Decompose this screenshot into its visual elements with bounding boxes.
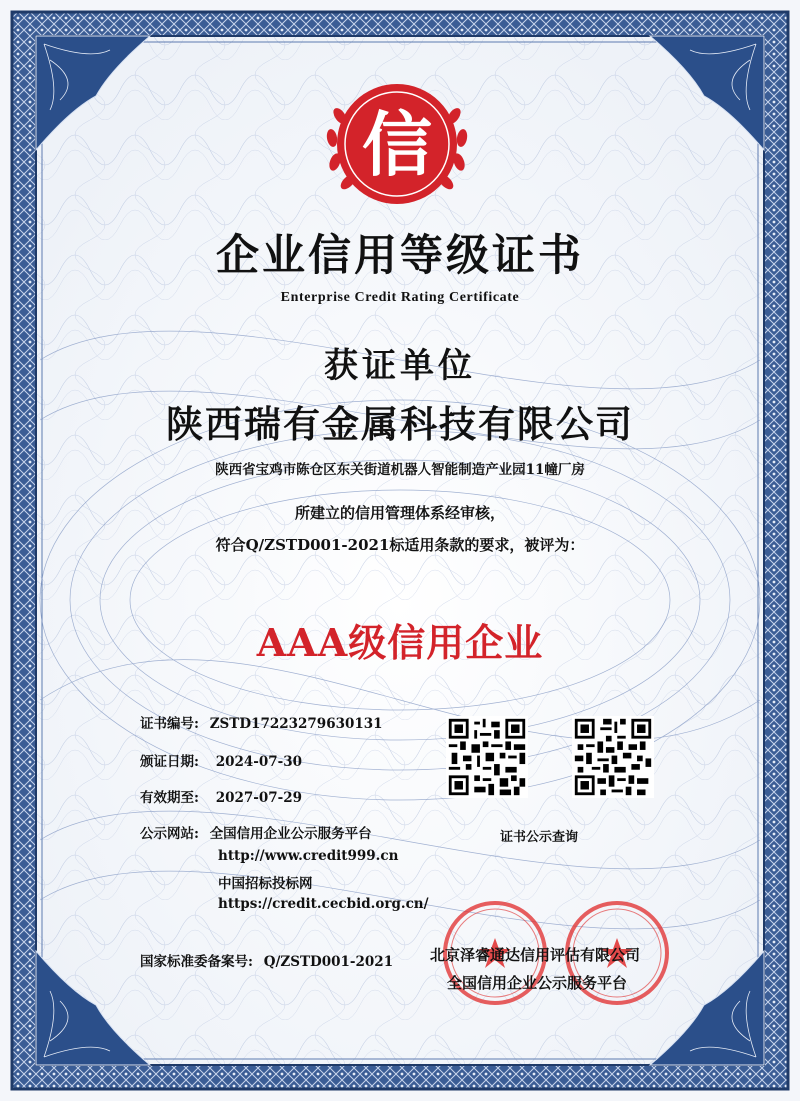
company-name: 陕西瑞有金属科技有限公司 bbox=[166, 402, 634, 446]
website-1-name: 全国信用企业公示服务平台 bbox=[209, 826, 372, 842]
cert-no-row bbox=[140, 712, 383, 732]
filing-row bbox=[140, 950, 393, 970]
qr-code-right[interactable] bbox=[572, 716, 654, 798]
certificate-subtitle-en: Enterprise Credit Rating Certificate bbox=[280, 290, 520, 305]
issue-date-label: 颁证日期: bbox=[140, 754, 199, 770]
cert-no-value: ZSTD17223279630131 bbox=[209, 716, 383, 732]
emblem-character: 信 bbox=[362, 103, 432, 186]
credit-emblem bbox=[322, 76, 472, 212]
issue-date-row bbox=[140, 750, 302, 770]
valid-date-value: 2027-07-29 bbox=[215, 790, 303, 806]
issuer-line-1: 北京泽睿通达信用评估有限公司 bbox=[430, 946, 641, 964]
credit-rating: AAA级信用企业 bbox=[256, 620, 544, 665]
recipient-heading: 获证单位 bbox=[324, 346, 476, 386]
company-address: 陕西省宝鸡市陈仓区东关街道机器人智能制造产业园11幢厂房 bbox=[215, 462, 585, 478]
filing-value: Q/ZSTD001-2021 bbox=[263, 954, 394, 970]
valid-date-row bbox=[140, 786, 302, 806]
website-1-url[interactable]: http://www.credit999.cn bbox=[218, 848, 399, 864]
qr-caption: 证书公示查询 bbox=[500, 830, 579, 845]
cert-no-label: 证书编号: bbox=[140, 716, 199, 732]
website-2-url[interactable]: https://credit.cecbid.org.cn/ bbox=[218, 896, 429, 912]
issue-date-value: 2024-07-30 bbox=[215, 754, 303, 770]
valid-date-label: 有效期至: bbox=[140, 790, 199, 806]
website-row bbox=[140, 822, 372, 842]
certificate-title: 企业信用等级证书 bbox=[216, 231, 584, 281]
statement-line-2: 符合Q/ZSTD001-2021标适用条款的要求，被评为： bbox=[215, 536, 585, 554]
issuer-line-2: 全国信用企业公示服务平台 bbox=[447, 974, 628, 992]
website-label: 公示网站: bbox=[140, 826, 199, 842]
filing-label: 国家标准委备案号: bbox=[140, 954, 253, 970]
qr-code-left[interactable] bbox=[446, 716, 528, 798]
statement-line-1: 所建立的信用管理体系经审核， bbox=[294, 504, 505, 522]
website-2-name: 中国招标投标网 bbox=[218, 876, 313, 892]
